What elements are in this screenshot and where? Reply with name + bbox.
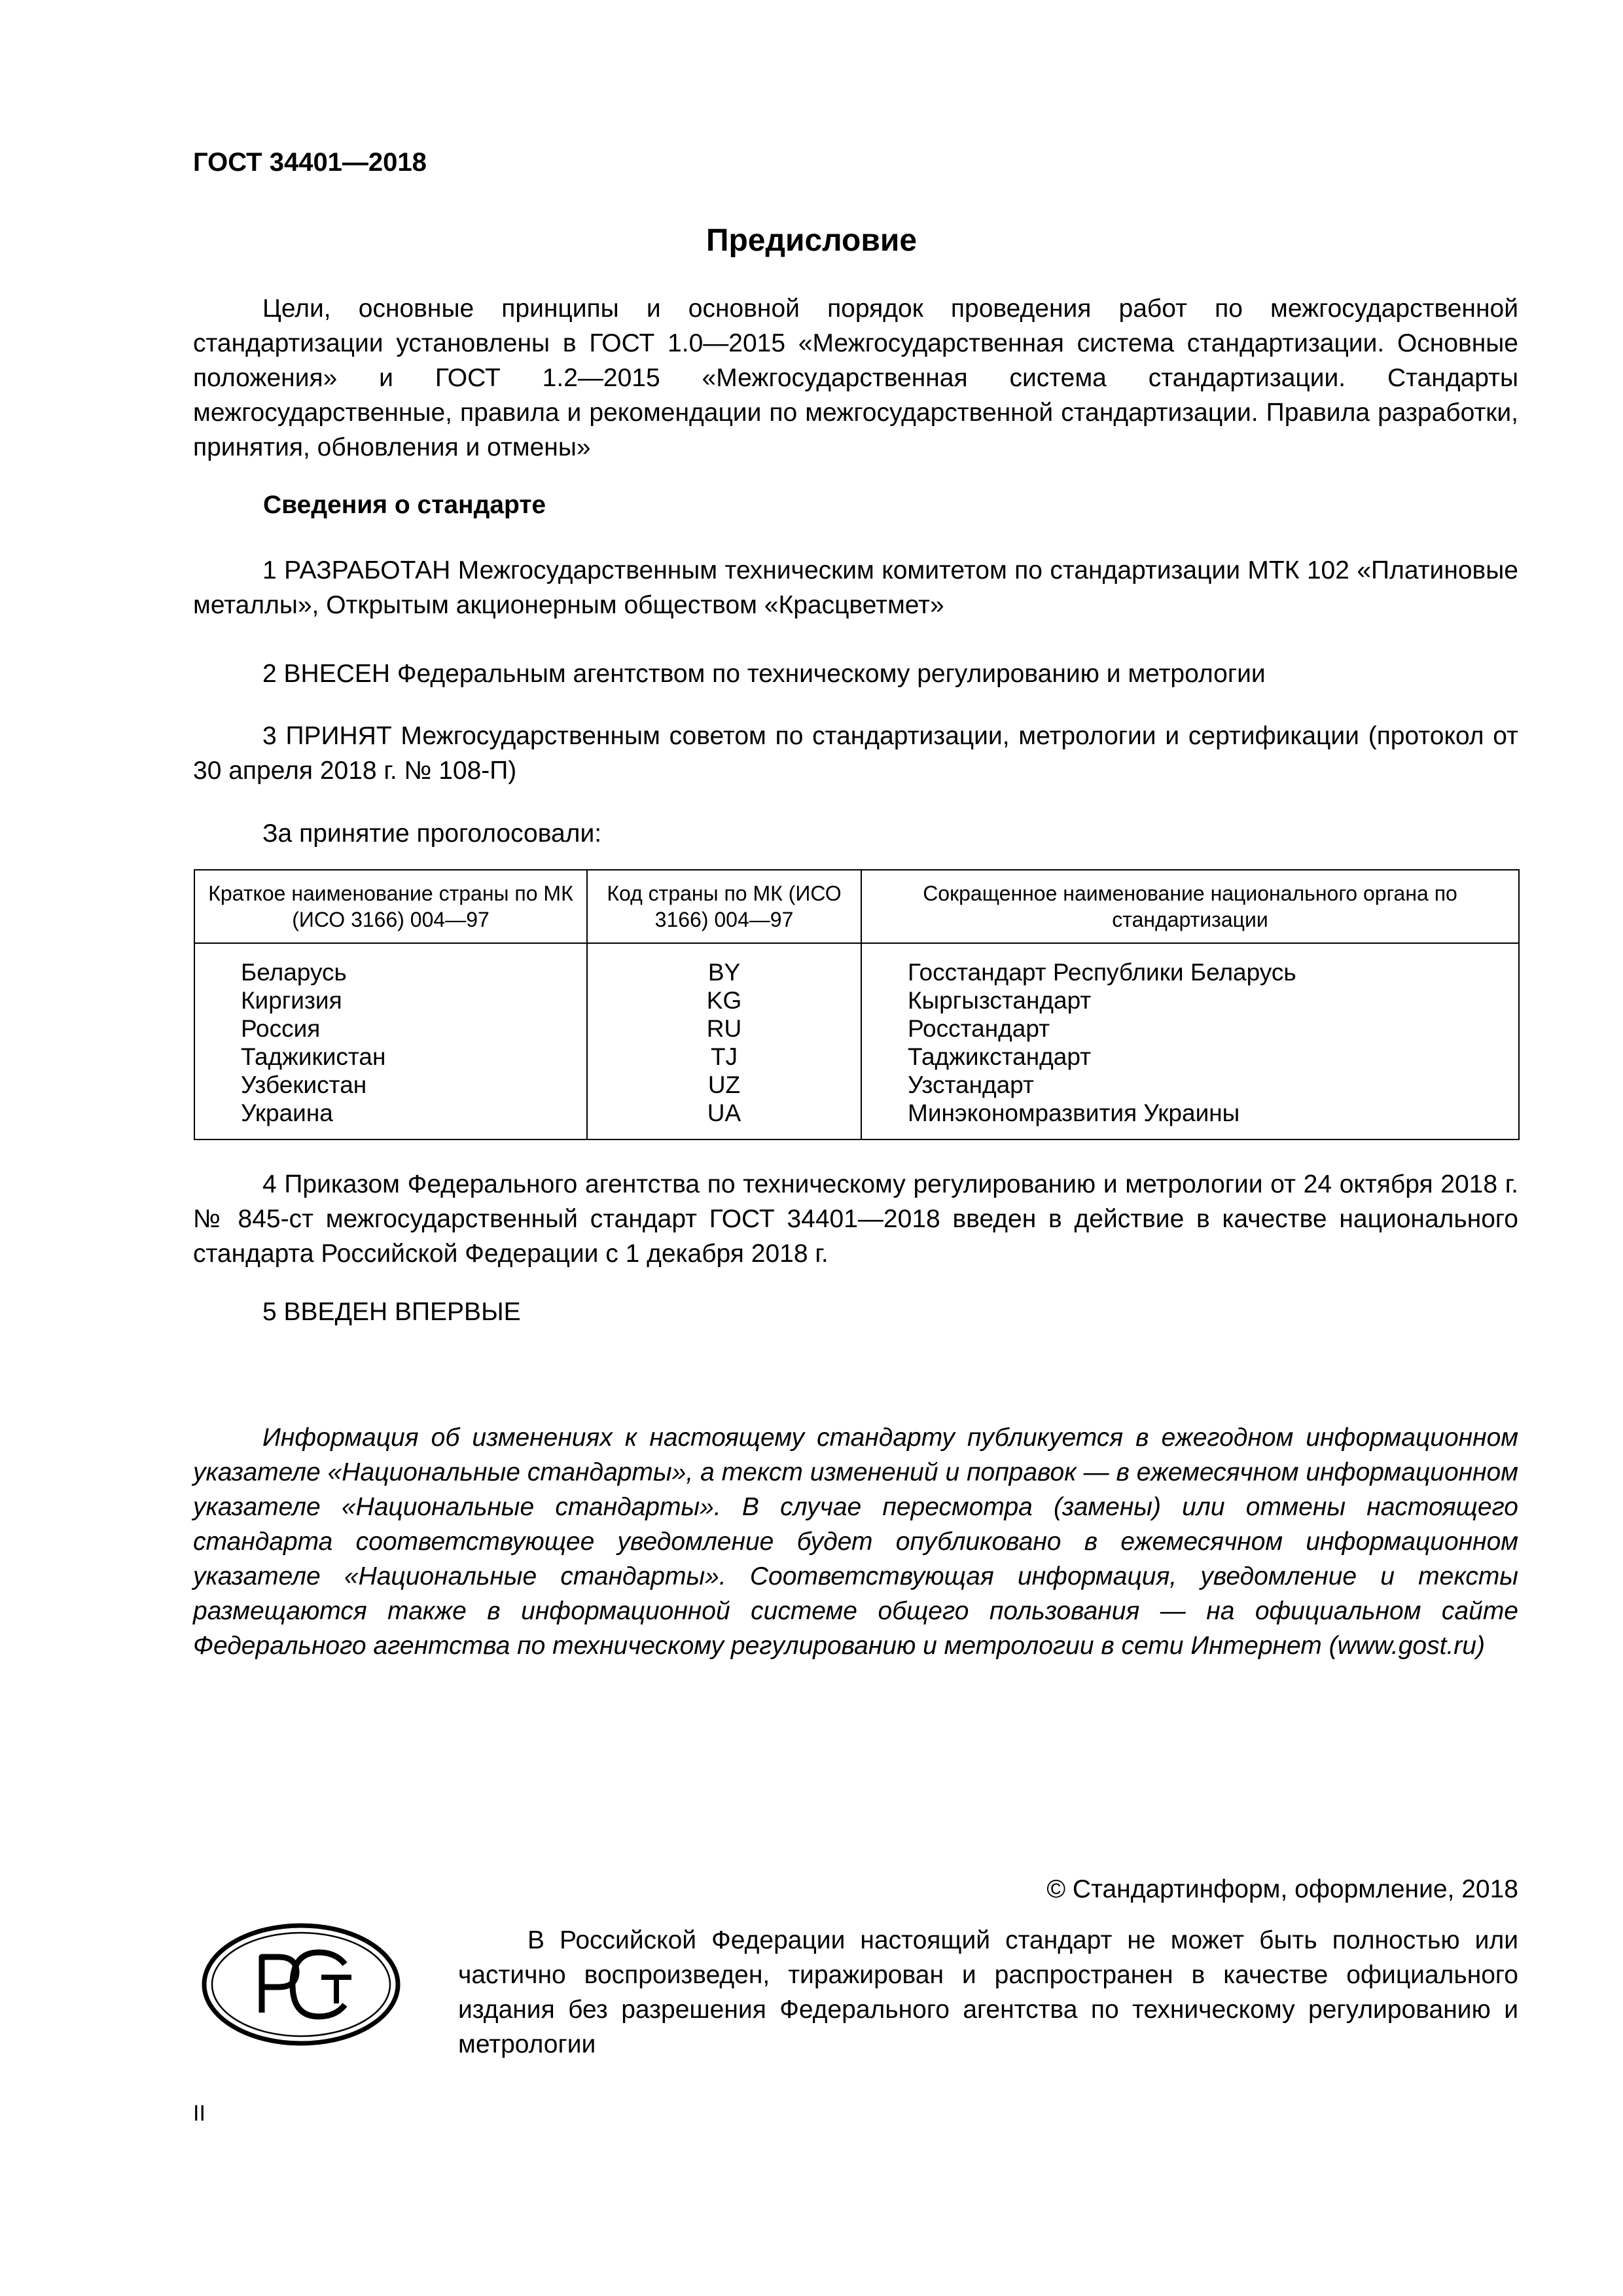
country-name-column [194, 943, 587, 1139]
column-header-code: Код страны по МК (ИСО 3166) 004—97 [587, 870, 861, 943]
intro-paragraph: Цели, основные принципы и основной порядок проведения работ по межгосударственной стандартизации установлены в ГОСТ 1.0—2015 «Межгосударственная система стандартизации. Основные положения» и ГОСТ 1.2—2015 «Межгосударственная система стандартизации. Стандарты межгосударственные, правила и рекомендации по межгосударственной стандартизации. Правила разработки, принятия, обновления и отмены» [193, 295, 1518, 461]
rst-logo-svg [200, 1921, 402, 2049]
item-1-developed: 1 РАЗРАБОТАН Межгосударственным техническим комитетом по стандартизации МТК 102 «Платиновые металлы», Открытым акционерным обществом «Красцветмет» [193, 556, 1518, 619]
copyright-line: © Стандартинформ, оформление, 2018 [1046, 1875, 1518, 1903]
table-cell: Киргизия [241, 987, 342, 1014]
item-2-introduced: 2 ВНЕСЕН Федеральным агентством по техническому регулированию и метрологии [262, 660, 1266, 688]
table-cell: Таджикстандарт [908, 1043, 1092, 1070]
rst-certification-mark-icon [200, 1921, 402, 2049]
column-header-body: Сокращенное наименование национального органа по стандартизации [861, 870, 1519, 943]
changes-info-notice: Информация об изменениях к настоящему стандарту публикуется в ежегодном информационном указателе «Национальные стандарты», а текст изменений и поправок — в ежемесячном информационном указателе «Национальные стандарты». В случае пересмотра (замены) или отмены настоящего стандарта соответствующее уведомление будет опубликовано в ежемесячном информационном указателе «Национальные стандарты». Соответствующая информация, уведомление и тексты размещаются также в информационной системе общего пользования — на официальном сайте Федерального агентства по техническому регулированию и метрологии в сети Интернет (www.gost.ru) [193, 1424, 1518, 1660]
table-cell: Кыргызстандарт [908, 987, 1092, 1014]
table-cell: UA [707, 1100, 741, 1126]
table-cell: RU [706, 1015, 742, 1042]
item-5-first-introduced: 5 ВВЕДЕН ВПЕРВЫЕ [262, 1298, 521, 1326]
table-cell: Беларусь [241, 959, 347, 986]
item-4-order: 4 Приказом Федерального агентства по техническому регулированию и метрологии от 24 октября 2018 г. № 845-ст межгосударственный стандарт ГОСТ 34401—2018 введен в действие в качестве национального стандарта Российской Федерации с 1 декабря 2018 г. [193, 1170, 1518, 1268]
page-number: II [193, 2101, 205, 2126]
voting-countries-table [194, 869, 1520, 1140]
document-code: ГОСТ 34401—2018 [193, 148, 427, 177]
table-cell: Госстандарт Республики Беларусь [908, 959, 1296, 986]
table-cell: Минэкономразвития Украины [908, 1100, 1240, 1126]
column-header-country: Краткое наименование страны по МК (ИСО 3166) 004—97 [194, 870, 587, 943]
rights-notice: В Российской Федерации настоящий стандарт не может быть полностью или частично воспроизведен, тиражирован и распространен в качестве официального издания без разрешения Федерального агентства по техническому регулированию и метрологии [458, 1926, 1518, 2058]
table-cell: Узстандарт [908, 1071, 1034, 1098]
table-cell: TJ [710, 1043, 738, 1070]
table-cell: BY [707, 959, 741, 986]
voted-label: За принятие проголосовали: [262, 819, 602, 848]
table-body-row [194, 943, 1519, 1139]
country-code-column [587, 943, 861, 1139]
table-cell: Росстандарт [908, 1015, 1050, 1042]
item-3-adopted: 3 ПРИНЯТ Межгосударственным советом по стандартизации, метрологии и сертификации (протокол от 30 апреля 2018 г. № 108-П) [193, 722, 1518, 785]
table-cell: Россия [241, 1015, 321, 1042]
table-cell: Украина [241, 1100, 333, 1126]
section-heading: Сведения о стандарте [263, 491, 546, 519]
table-cell: UZ [707, 1071, 741, 1098]
table-header-row [194, 870, 1519, 943]
table-cell: Таджикистан [241, 1043, 386, 1070]
table-cell: KG [706, 987, 742, 1014]
standards-body-column [861, 943, 1519, 1139]
table-cell: Узбекистан [241, 1071, 367, 1098]
page-title: Предисловие [705, 223, 918, 258]
